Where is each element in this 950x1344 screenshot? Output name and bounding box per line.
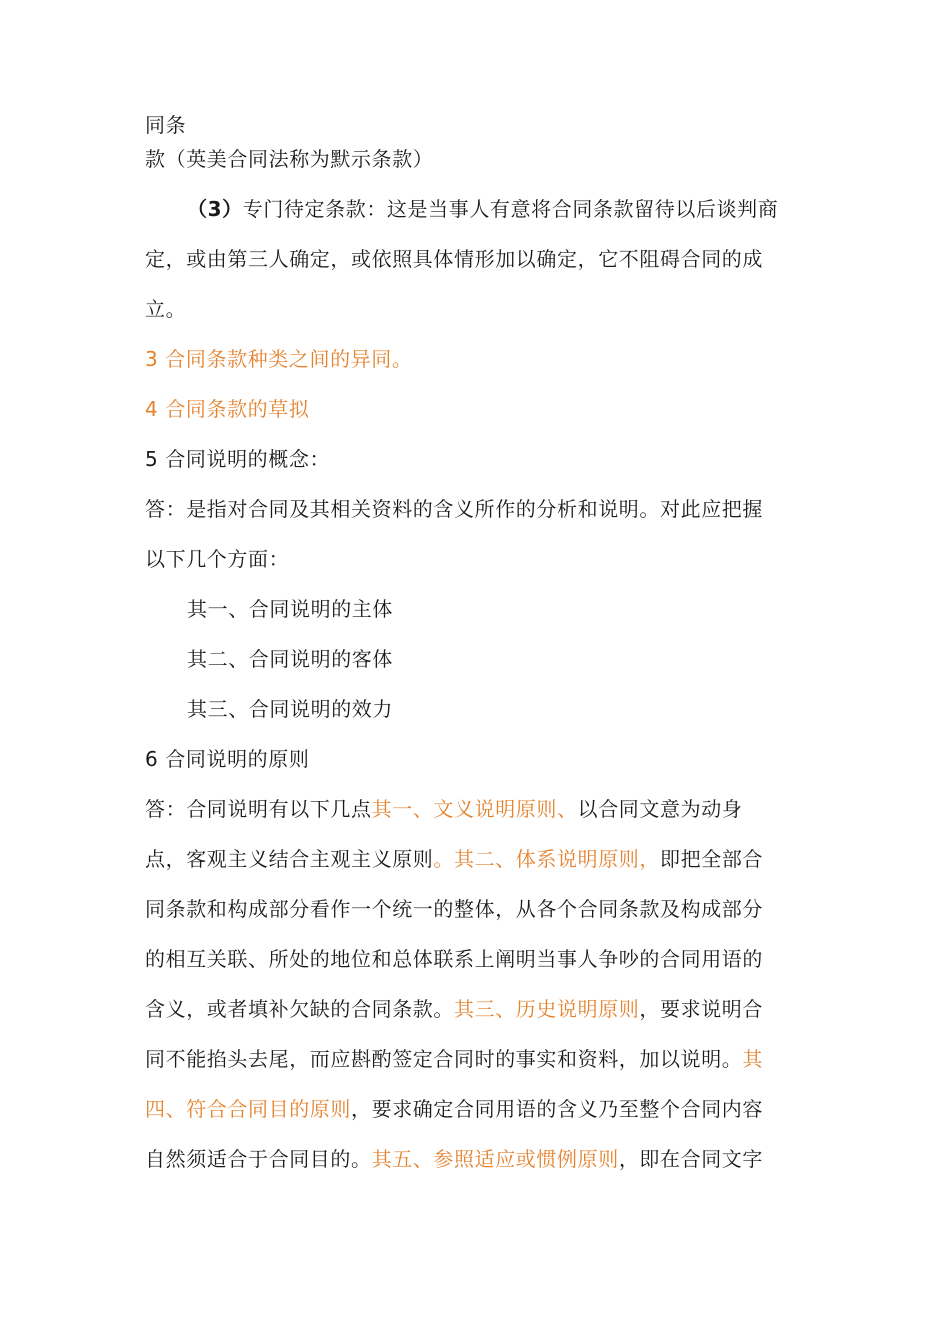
text-span: 以合同文意为动身 — [577, 797, 743, 821]
answer-line — [145, 1047, 817, 1071]
highlight-span: 。其二、体系说明原则， — [433, 847, 661, 871]
section-heading-5: 5 合同说明的概念： — [145, 447, 331, 471]
answer-line: 答：是指对合同及其相关资料的含义所作的分析和说明。对此应把握 — [145, 497, 763, 521]
text-span: 同不能掐头去尾，而应斟酌签定合同时的事实和资料，加以说明。 — [145, 1047, 743, 1071]
answer-line — [145, 1097, 817, 1121]
list-item: 其三、合同说明的效力 — [187, 697, 393, 721]
text-span: 点，客观主义结合主观主义原则 — [145, 847, 434, 871]
text-span: 专门待定条款：这是当事人有意将合同条款留待以后谈判商 — [242, 197, 779, 221]
document-body — [145, 113, 817, 1171]
text-span: 答：合同说明有以下几点 — [145, 797, 372, 821]
list-item: 其一、合同说明的主体 — [187, 597, 393, 621]
text-span: ，即在合同文字 — [618, 1147, 764, 1171]
text-line: 同条 — [145, 113, 187, 137]
answer-line — [145, 997, 817, 1021]
highlight-span: 其 — [742, 1047, 764, 1071]
highlight-span: 其三、历史说明原则 — [454, 997, 640, 1021]
answer-line: 以下几个方面： — [145, 547, 290, 571]
answer-line — [145, 1147, 817, 1171]
answer-line: 的相互关联、所处的地位和总体联系上阐明当事人争吵的合同用语的 — [145, 947, 763, 971]
paragraph-item-3 — [145, 197, 817, 221]
text-span: ，要求确定合同用语的含义乃至整个合同内容 — [351, 1097, 763, 1121]
highlight-span: 其五、参照适应或惯例原则 — [371, 1147, 619, 1171]
text-line: 定，或由第三人确定，或依照具体情形加以确定，它不阻碍合同的成 — [145, 247, 763, 271]
answer-line — [145, 847, 817, 871]
section-heading-4: 4 合同条款的草拟 — [145, 397, 310, 421]
answer-line — [145, 797, 817, 821]
text-line: 款（英美合同法称为默示条款） — [145, 147, 434, 171]
section-heading-6: 6 合同说明的原则 — [145, 747, 310, 771]
highlight-span: 其一、文义说明原则、 — [371, 797, 578, 821]
text-span: 即把全部合 — [660, 847, 764, 871]
highlight-span: 四、符合合同目的原则 — [145, 1097, 351, 1121]
answer-line: 同条款和构成部分看作一个统一的整体，从各个合同条款及构成部分 — [145, 897, 763, 921]
item-number: （3） — [187, 197, 243, 221]
list-item: 其二、合同说明的客体 — [187, 647, 393, 671]
text-span: 含义，或者填补欠缺的合同条款。 — [145, 997, 454, 1021]
text-span: 自然须适合于合同目的。 — [145, 1147, 372, 1171]
text-line: 立。 — [145, 297, 187, 321]
section-heading-3: 3 合同条款种类之间的异同。 — [145, 347, 413, 371]
text-span: ，要求说明合 — [639, 997, 764, 1021]
